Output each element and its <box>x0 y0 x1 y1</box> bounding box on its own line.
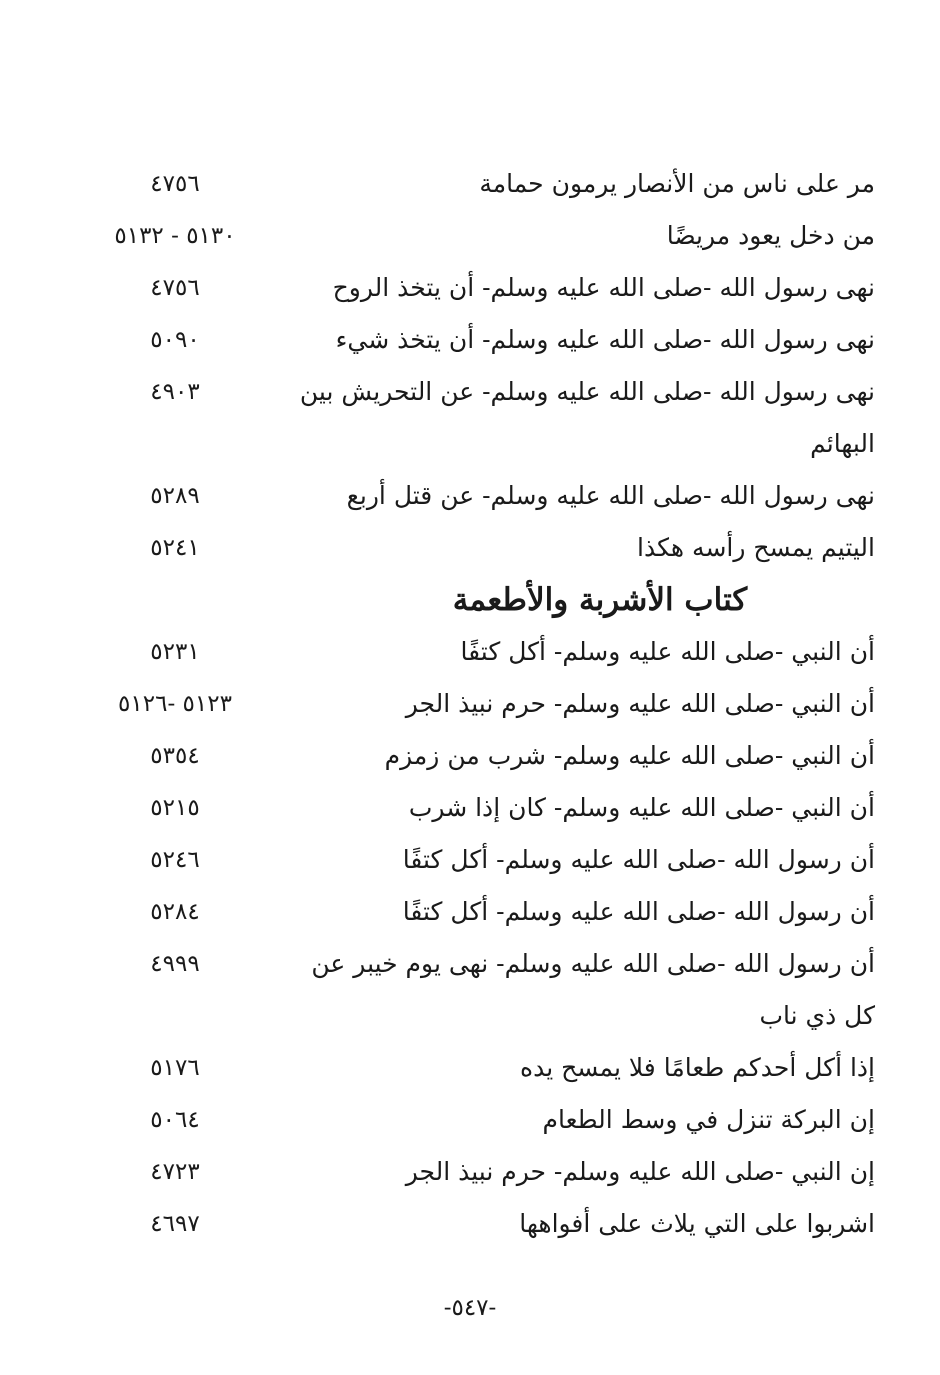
entry-text: نهى رسول الله -صلى الله عليه وسلم- عن التحريش بين <box>299 377 875 406</box>
index-entry <box>60 940 875 988</box>
entry-text: أن النبي -صلى الله عليه وسلم- حرم نبيذ الجر <box>405 689 875 718</box>
entry-text: أن رسول الله -صلى الله عليه وسلم- نهى يوم خيبر عن <box>311 949 875 978</box>
entry-ref: ٥١٣٠ - ٥١٣٢ <box>114 223 236 249</box>
entry-ref: ٤٩٩٩ <box>150 951 200 977</box>
index-entry <box>60 264 875 312</box>
index-entry <box>60 1044 875 1092</box>
entry-ref: ٥١٢٣ -٥١٢٦ <box>118 691 232 717</box>
page-number: -٥٤٧- <box>443 1295 497 1321</box>
index-entry <box>60 836 875 884</box>
index-entry <box>60 212 875 260</box>
entry-text: أن رسول الله -صلى الله عليه وسلم- أكل كتفًا <box>402 845 875 874</box>
entry-text: أن النبي -صلى الله عليه وسلم- شرب من زمزم <box>384 741 875 770</box>
entry-text: نهى رسول الله -صلى الله عليه وسلم- أن يتخذ شيء <box>335 325 875 354</box>
entry-ref: ٤٧٢٣ <box>150 1159 200 1185</box>
index-entry <box>60 316 875 364</box>
index-entry <box>60 368 875 416</box>
entry-text: أن النبي -صلى الله عليه وسلم- كان إذا شرب <box>408 793 875 822</box>
index-entry <box>60 628 875 676</box>
index-entry <box>60 732 875 780</box>
entry-text: اشربوا على التي يلاث على أفواهها <box>519 1209 875 1238</box>
entry-ref: ٤٧٥٦ <box>150 275 200 301</box>
entry-text: إن البركة تنزل في وسط الطعام <box>542 1105 875 1134</box>
index-entry <box>60 524 875 572</box>
entry-text: اليتيم يمسح رأسه هكذا <box>637 533 875 562</box>
entry-text: من دخل يعود مريضًا <box>666 221 875 250</box>
index-entry-continuation <box>60 420 875 468</box>
entry-text: كل ذي ناب <box>759 1001 875 1030</box>
index-entry <box>60 160 875 208</box>
entry-ref: ٥٢٣١ <box>150 639 200 665</box>
index-entry <box>60 784 875 832</box>
entry-text: البهائم <box>810 429 875 458</box>
entry-ref: ٥٢٨٩ <box>150 483 200 509</box>
entry-text: إذا أكل أحدكم طعامًا فلا يمسح يده <box>519 1053 875 1082</box>
entry-ref: ٥٢١٥ <box>150 795 200 821</box>
index-entry <box>60 888 875 936</box>
entry-ref: ٥٣٥٤ <box>150 743 200 769</box>
entry-text: نهى رسول الله -صلى الله عليه وسلم- أن يتخذ الروح <box>332 273 875 302</box>
entry-ref: ٤٩٠٣ <box>150 379 200 405</box>
entry-text: أن رسول الله -صلى الله عليه وسلم- أكل كتفًا <box>402 897 875 926</box>
entry-text: إن النبي -صلى الله عليه وسلم- حرم نبيذ الجر <box>405 1157 875 1186</box>
entry-ref: ٥٠٦٤ <box>150 1107 200 1133</box>
entry-ref: ٥٢٤٦ <box>150 847 200 873</box>
entry-ref: ٥٢٤١ <box>150 535 200 561</box>
entry-text: أن النبي -صلى الله عليه وسلم- أكل كتفًا <box>460 637 875 666</box>
index-entry <box>60 680 875 728</box>
entry-ref: ٥١٧٦ <box>150 1055 200 1081</box>
section-heading: كتاب الأشربة والأطعمة <box>452 582 748 618</box>
entry-ref: ٥٠٩٠ <box>150 327 200 353</box>
entry-ref: ٤٦٩٧ <box>150 1211 200 1237</box>
index-entry <box>60 1096 875 1144</box>
entry-text: مر على ناس من الأنصار يرمون حمامة <box>479 169 875 198</box>
entry-ref: ٥٢٨٤ <box>150 899 200 925</box>
entry-text: نهى رسول الله -صلى الله عليه وسلم- عن قتل أربع <box>346 481 875 510</box>
index-entry <box>60 472 875 520</box>
index-entry <box>60 1148 875 1196</box>
index-entry <box>60 1200 875 1248</box>
index-entry-continuation <box>60 992 875 1040</box>
entry-ref: ٤٧٥٦ <box>150 171 200 197</box>
